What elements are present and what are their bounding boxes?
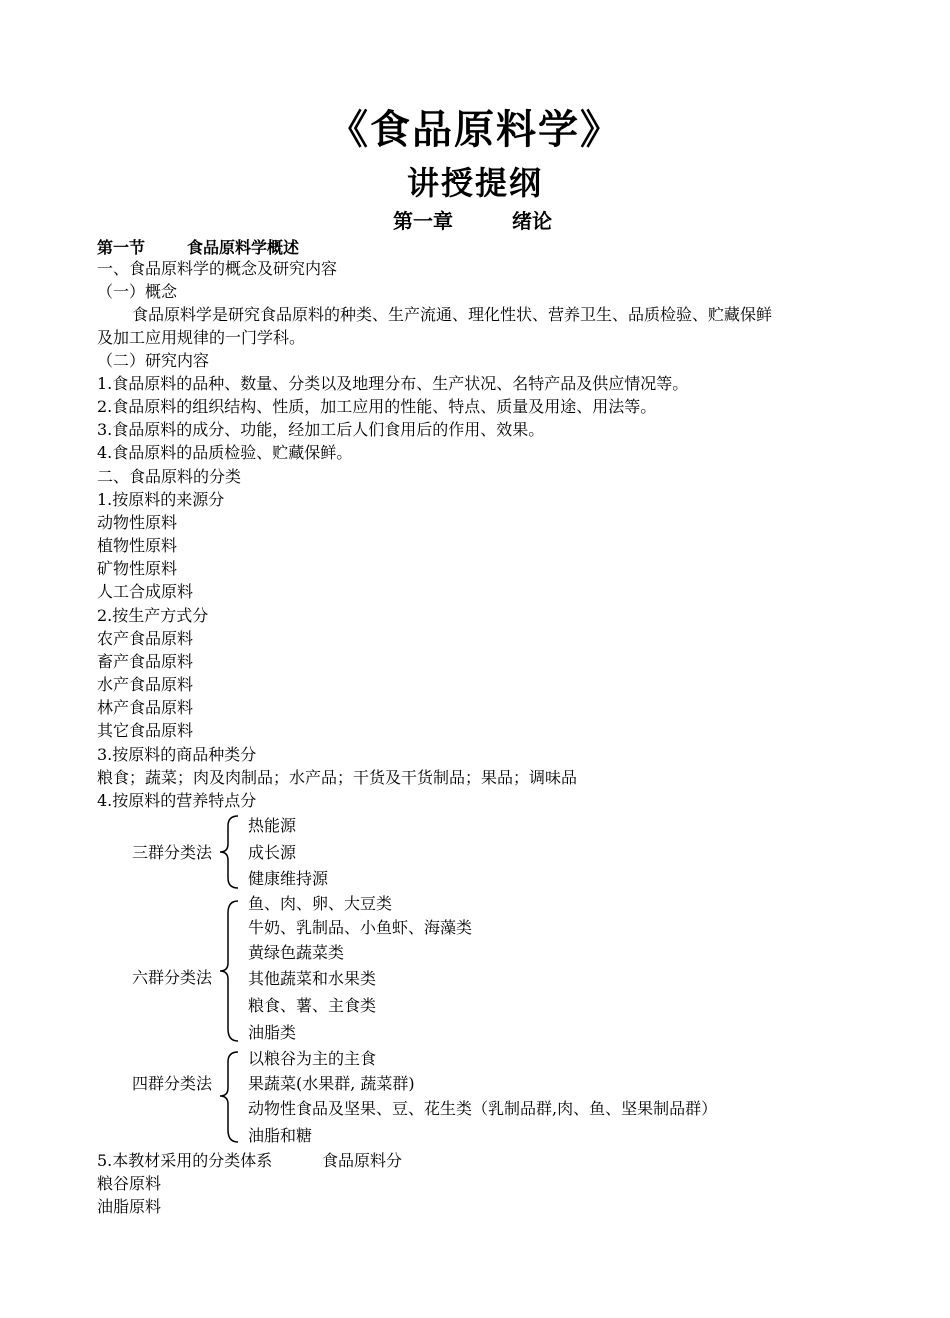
heading-classification: 二、食品原料的分类 [97,467,242,486]
list-item: 4.食品原料的品质检验、贮藏保鲜。 [97,443,353,462]
brace-icon [216,812,246,892]
list-item: 矿物性原料 [97,559,178,578]
group-item: 黄绿色蔬菜类 [248,943,345,962]
heading-concept-and-content: 一、食品原料学的概念及研究内容 [97,259,338,278]
group-item: 以粮谷为主的主食 [248,1049,377,1068]
list-item: 3.食品原料的成分、功能，经加工后人们食用后的作用、效果。 [97,420,545,439]
chapter-name: 绪论 [512,209,552,233]
paragraph-definition-cont: 及加工应用规律的一门学科。 [97,328,306,347]
list-heading-suffix: 食品原料分 [322,1151,403,1170]
brace-icon [216,897,246,1045]
group-item: 粮食、薯、主食类 [248,996,377,1015]
list-item: 林产食品原料 [97,698,194,717]
document-title: 《食品原料学》 [328,107,622,153]
list-item: 粮谷原料 [97,1174,162,1193]
list-item: 人工合成原料 [97,582,194,601]
group-label-six: 六群分类法 [132,968,213,987]
group-label-three: 三群分类法 [132,843,213,862]
list-item: 农产食品原料 [97,629,194,648]
group-item: 油脂和糖 [248,1126,313,1145]
document-subtitle: 讲授提纲 [406,164,543,202]
list-item: 其它食品原料 [97,721,194,740]
group-item: 成长源 [248,843,297,862]
group-item: 热能源 [248,816,297,835]
group-label-four: 四群分类法 [132,1074,213,1093]
group-item: 动物性食品及坚果、豆、花生类（乳制品群,肉、鱼、坚果制品群） [248,1099,718,1118]
list-item: 畜产食品原料 [97,652,194,671]
group-item: 其他蔬菜和水果类 [248,969,377,988]
list-item: 水产食品原料 [97,675,194,694]
list-heading: 1.按原料的来源分 [97,490,225,509]
group-item: 果蔬菜(水果群, 蔬菜群) [248,1074,415,1093]
list-item: 油脂原料 [97,1197,162,1216]
list-heading: 5.本教材采用的分类体系 [97,1151,273,1170]
list-item: 粮食；蔬菜；肉及肉制品；水产品；干货及干货制品；果品；调味品 [97,768,578,787]
section-number: 第一节 [97,238,146,257]
group-item: 油脂类 [248,1023,297,1042]
list-heading: 2.按生产方式分 [97,606,209,625]
group-item: 健康维持源 [248,869,329,888]
paragraph-definition: 食品原料学是研究食品原料的种类、生产流通、理化性状、营养卫生、品质检验、贮藏保鲜 [132,305,773,324]
brace-icon [216,1048,246,1146]
subheading-research-content: （二）研究内容 [97,351,210,370]
list-item: 植物性原料 [97,536,178,555]
list-item: 1.食品原料的品种、数量、分类以及地理分布、生产状况、名特产品及供应情况等。 [97,374,689,393]
group-item: 牛奶、乳制品、小鱼虾、海藻类 [248,918,473,937]
subheading-concept: （一）概念 [97,282,178,301]
list-item: 2.食品原料的组织结构、性质，加工应用的性能、特点、质量及用途、用法等。 [97,397,657,416]
section-name: 食品原料学概述 [187,238,300,257]
list-heading: 3.按原料的商品种类分 [97,745,257,764]
chapter-number: 第一章 [393,209,453,233]
list-item: 动物性原料 [97,513,178,532]
group-item: 鱼、肉、卵、大豆类 [248,894,393,913]
list-heading: 4.按原料的营养特点分 [97,791,257,810]
